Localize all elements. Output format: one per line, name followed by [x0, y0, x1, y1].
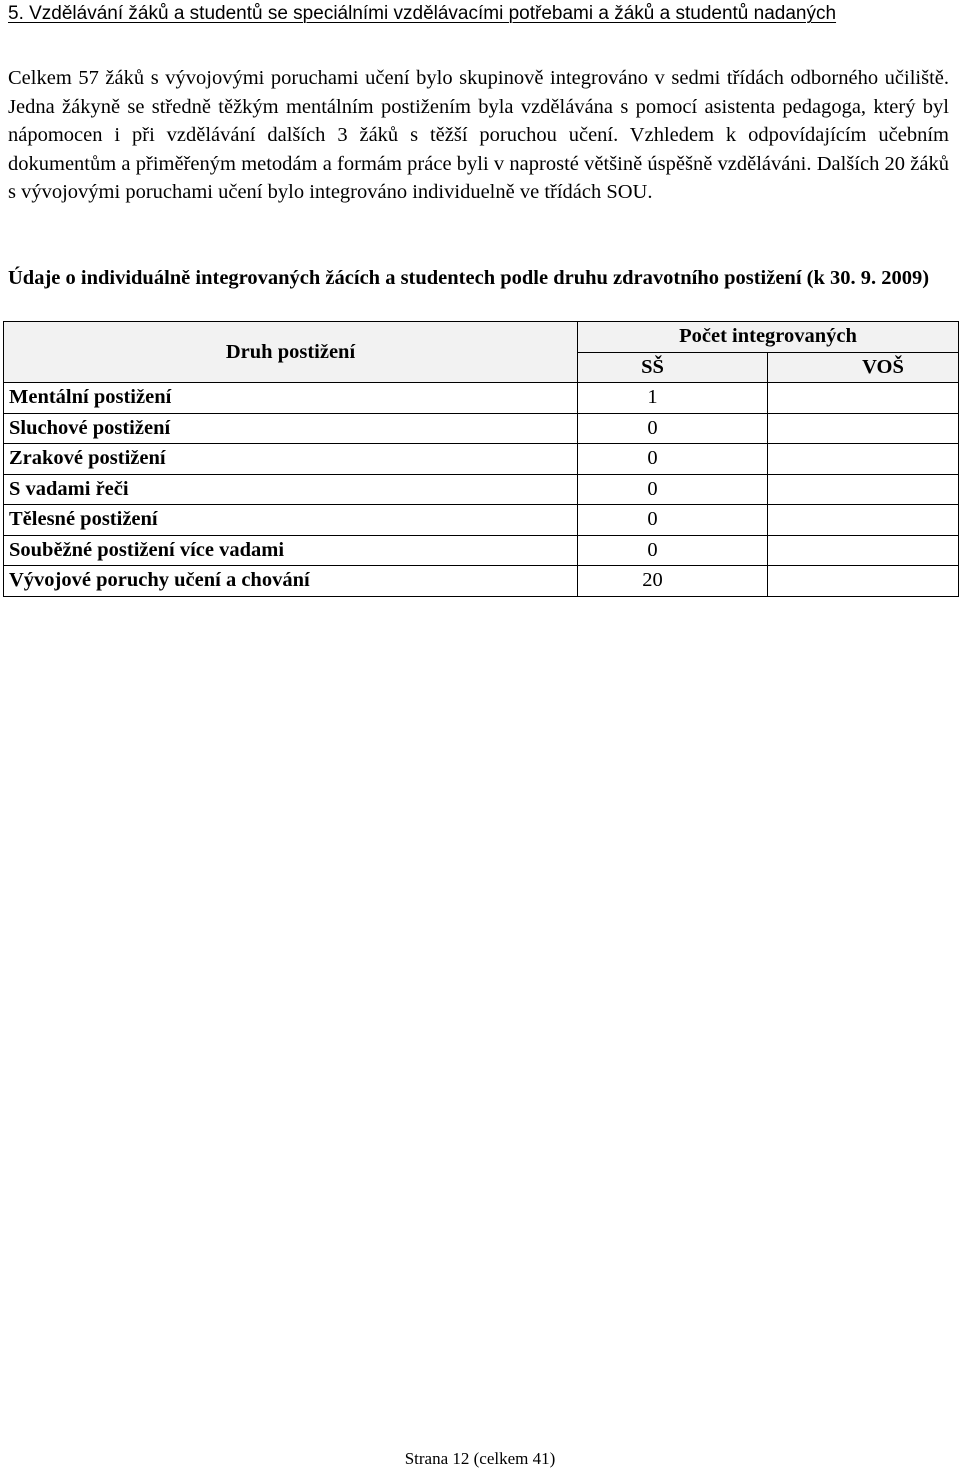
row-label: Sluchové postižení [4, 413, 578, 444]
table-row [4, 383, 959, 414]
row-label: Zrakové postižení [4, 444, 578, 475]
row-label: S vadami řeči [4, 474, 578, 505]
integration-table [3, 321, 959, 597]
row-vos-value [768, 383, 959, 414]
row-vos-value [768, 566, 959, 597]
table-row [4, 505, 959, 536]
row-vos-value [768, 413, 959, 444]
row-label: Mentální postižení [4, 383, 578, 414]
row-ss-value: 0 [578, 413, 768, 444]
row-vos-value [768, 474, 959, 505]
table-row [4, 474, 959, 505]
section-heading: 5. Vzdělávání žáků a studentů se speciálními vzdělávacími potřebami a žáků a studentů nadaných [8, 3, 837, 24]
header-ss: SŠ [578, 352, 768, 383]
header-vos: VOŠ [768, 352, 959, 383]
row-ss-value: 1 [578, 383, 768, 414]
page-footer: Strana 12 (celkem 41) [404, 1449, 556, 1468]
row-label: Vývojové poruchy učení a chování [4, 566, 578, 597]
header-disability-type: Druh postižení [4, 322, 578, 383]
row-vos-value [768, 505, 959, 536]
row-ss-value: 20 [578, 566, 768, 597]
table-row [4, 444, 959, 475]
row-label: Tělesné postižení [4, 505, 578, 536]
table-row [4, 535, 959, 566]
table-caption: Údaje o individuálně integrovaných žácích a studentech podle druhu zdravotního postižení (k 30. 9. 2009) [8, 267, 930, 289]
table-row [4, 413, 959, 444]
row-ss-value: 0 [578, 535, 768, 566]
section-paragraph: Celkem 57 žáků s vývojovými poruchami učení bylo skupinově integrováno v sedmi třídách odborného učiliště. Jedna žákyně se středně těžkým mentálním postižením byla vzdělávána s pomocí asistenta pedagoga, který byl nápomocen i při vzdělávání dalších 3 žáků s těžší poruchou učení. Vzhledem k odpovídajícím učebním dokumentům a přiměřeným metodám a formám práce byli v naprosté většině úspěšně vzděláváni. Dalších 20 žáků s vývojovými poruchami učení bylo integrováno individuelně ve třídách SOU. [8, 67, 949, 203]
row-vos-value [768, 535, 959, 566]
row-label: Souběžné postižení více vadami [4, 535, 578, 566]
row-ss-value: 0 [578, 474, 768, 505]
row-ss-value: 0 [578, 505, 768, 536]
header-integrated-count: Počet integrovaných [578, 322, 959, 353]
row-vos-value [768, 444, 959, 475]
row-ss-value: 0 [578, 444, 768, 475]
table-row [4, 566, 959, 597]
